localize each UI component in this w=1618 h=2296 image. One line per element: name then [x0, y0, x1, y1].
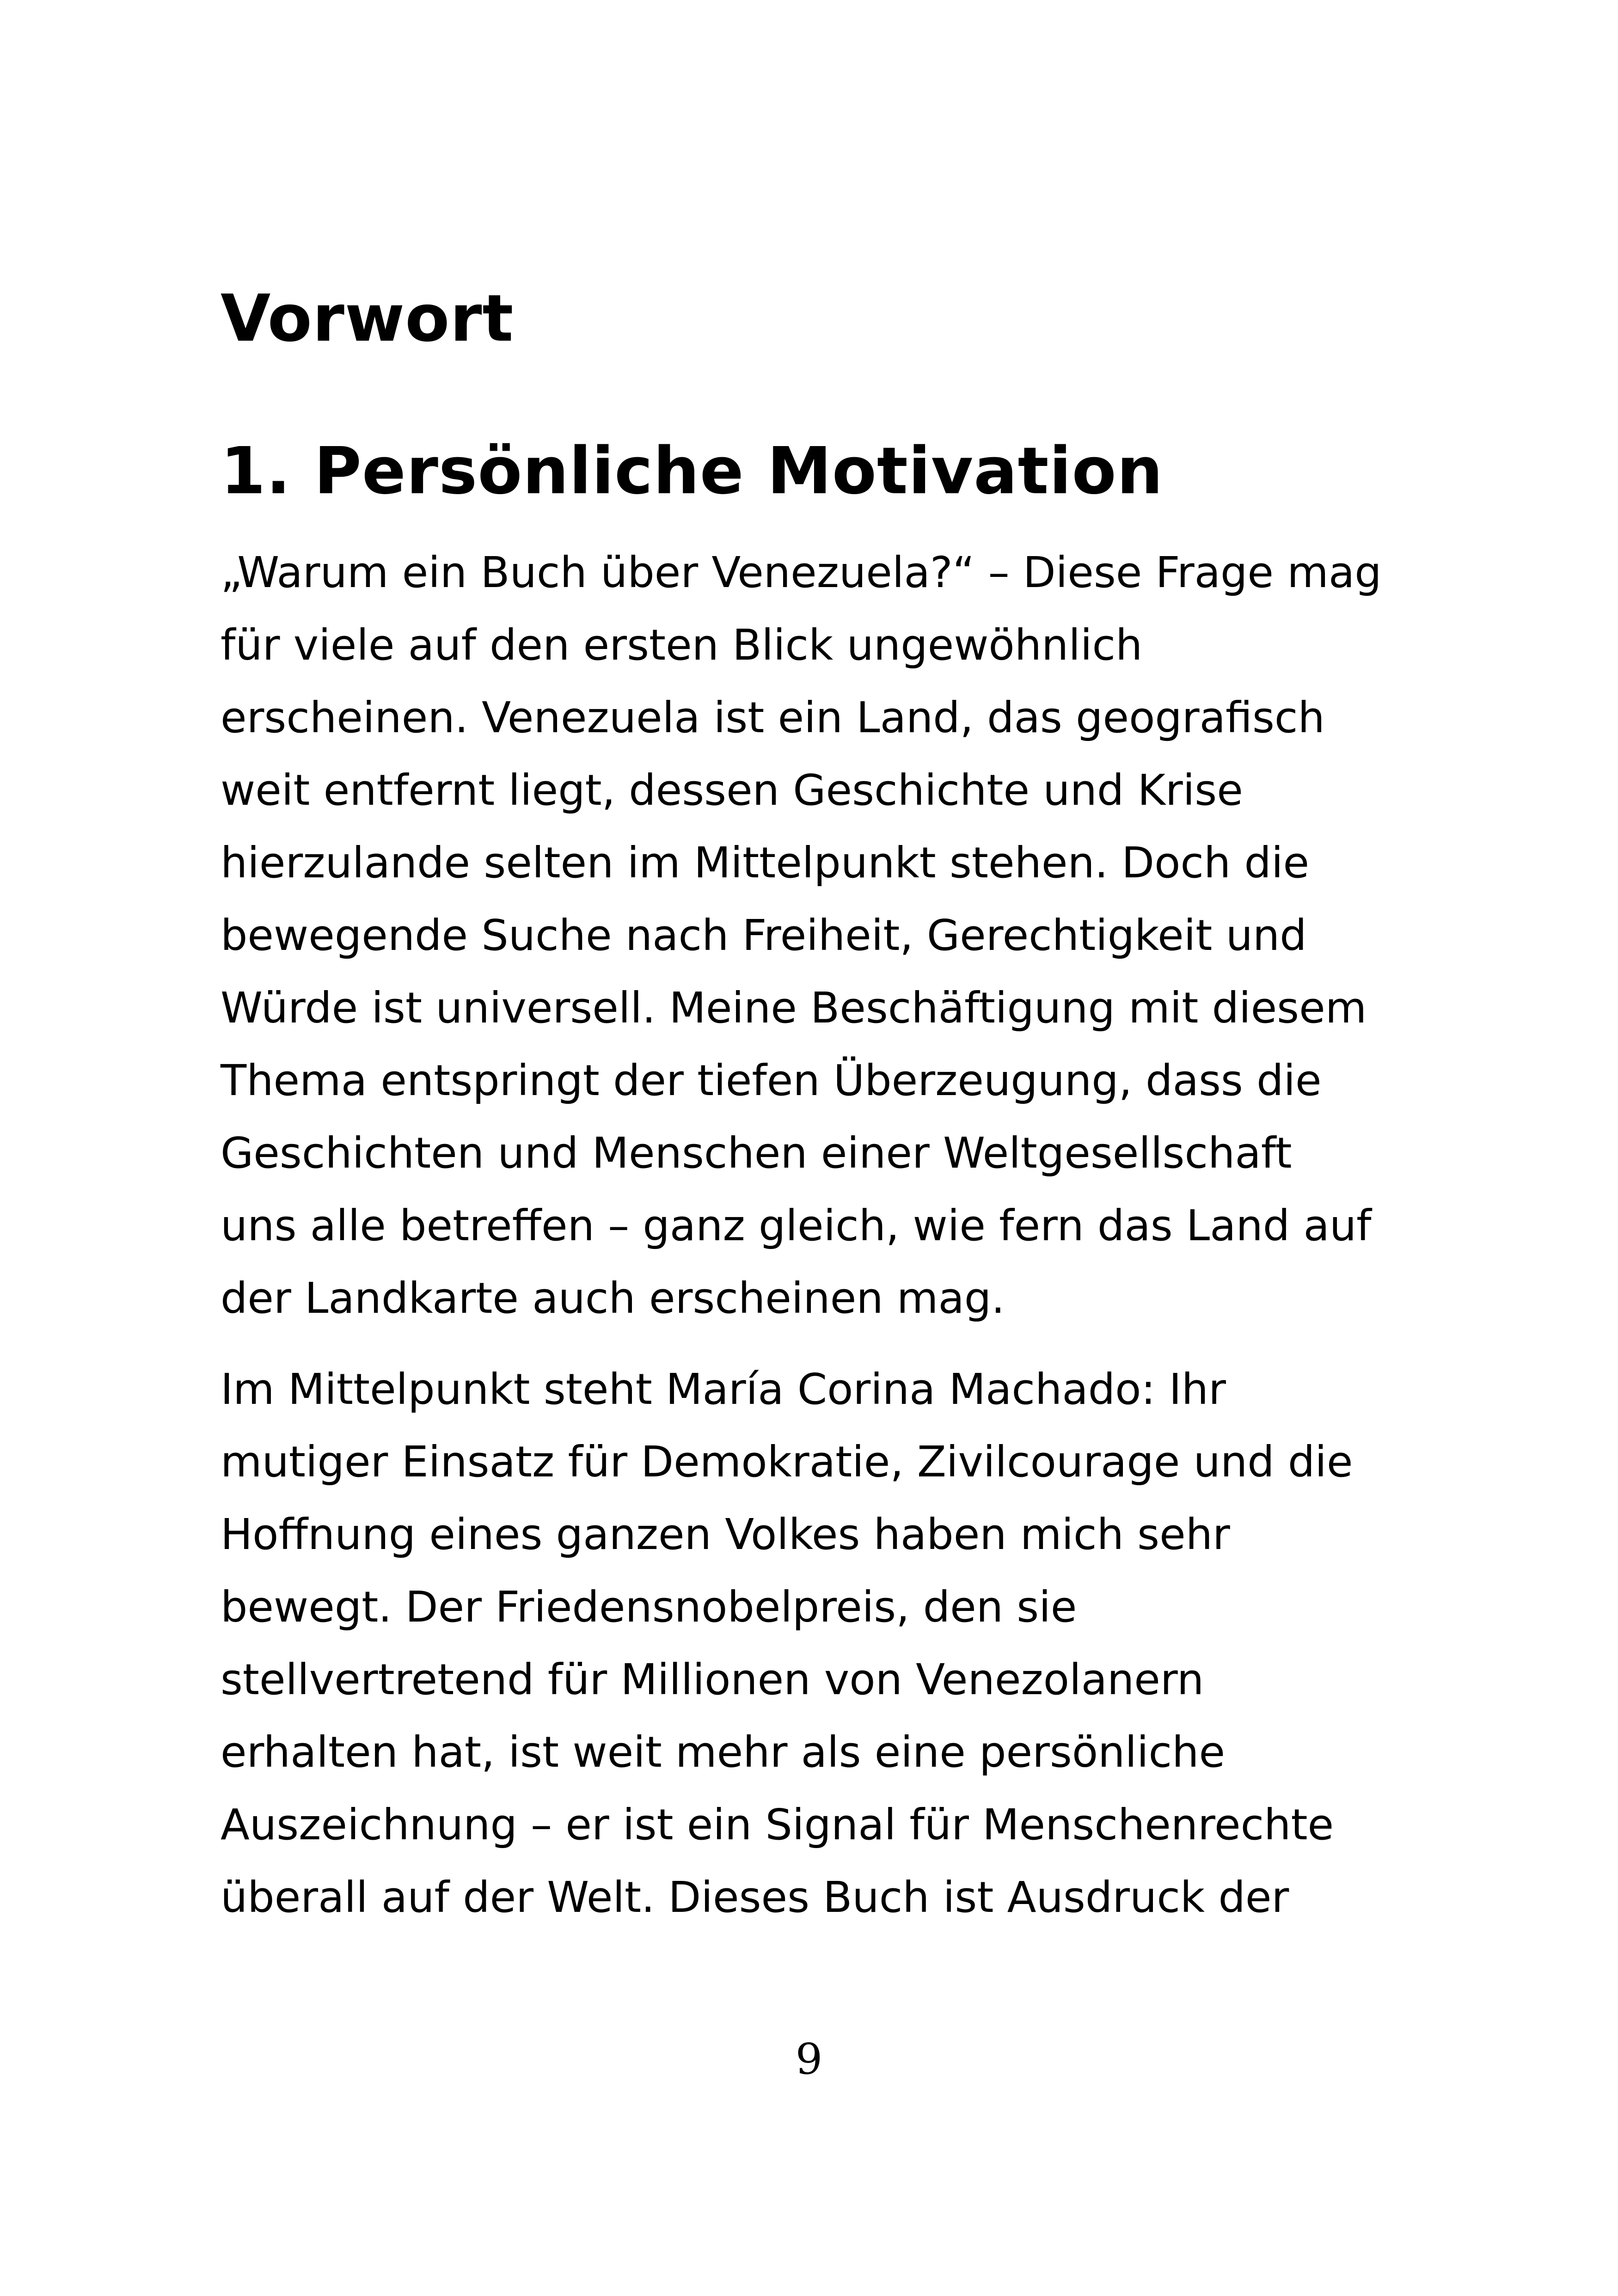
page-content: [221, 259, 1404, 1934]
text-line: für viele auf den ersten Blick ungewöhnlich: [221, 620, 1143, 670]
text-line: bewegt. Der Friedensnobelpreis, den sie: [221, 1582, 1077, 1632]
text-line: Geschichten und Menschen einer Weltgesellschaft: [221, 1128, 1292, 1178]
text-line: Würde ist universell. Meine Beschäftigung mit diesem: [221, 983, 1367, 1033]
text-line: erhalten hat, ist weit mehr als eine persönliche: [221, 1727, 1226, 1777]
text-line: Auszeichnung – er ist ein Signal für Menschenrechte: [221, 1800, 1334, 1849]
paragraph-machado: [221, 1353, 1404, 1934]
paragraph-motivation-question: [221, 536, 1404, 1335]
text-line: stellvertretend für Millionen von Venezolanern: [221, 1655, 1204, 1704]
text-line: weit entfernt liegt, dessen Geschichte und Krise: [221, 765, 1243, 815]
text-line: Im Mittelpunkt steht María Corina Machado: Ihr: [221, 1365, 1226, 1414]
text-line: Hoffnung eines ganzen Volkes haben mich sehr: [221, 1510, 1230, 1559]
text-line: bewegende Suche nach Freiheit, Gerechtigkeit und: [221, 911, 1307, 960]
text-line: der Landkarte auch erscheinen mag.: [221, 1274, 1005, 1323]
text-line: mutiger Einsatz für Demokratie, Zivilcourage und die: [221, 1437, 1353, 1487]
chapter-title: Vorwort: [221, 281, 514, 356]
text-line: überall auf der Welt. Dieses Buch ist Ausdruck der: [221, 1873, 1289, 1922]
text-line: uns alle betreffen – ganz gleich, wie fern das Land auf: [221, 1201, 1372, 1250]
text-line: hierzulande selten im Mittelpunkt stehen. Doch die: [221, 838, 1310, 888]
section-heading: 1. Persönliche Motivation: [221, 434, 1164, 509]
text-line: „Warum ein Buch über Venezuela?“ – Diese Frage mag: [221, 548, 1382, 597]
text-line: Thema entspringt der tiefen Überzeugung, dass die: [221, 1056, 1322, 1105]
page-number: 9: [795, 2034, 823, 2084]
text-line: erscheinen. Venezuela ist ein Land, das geografisch: [221, 693, 1325, 742]
